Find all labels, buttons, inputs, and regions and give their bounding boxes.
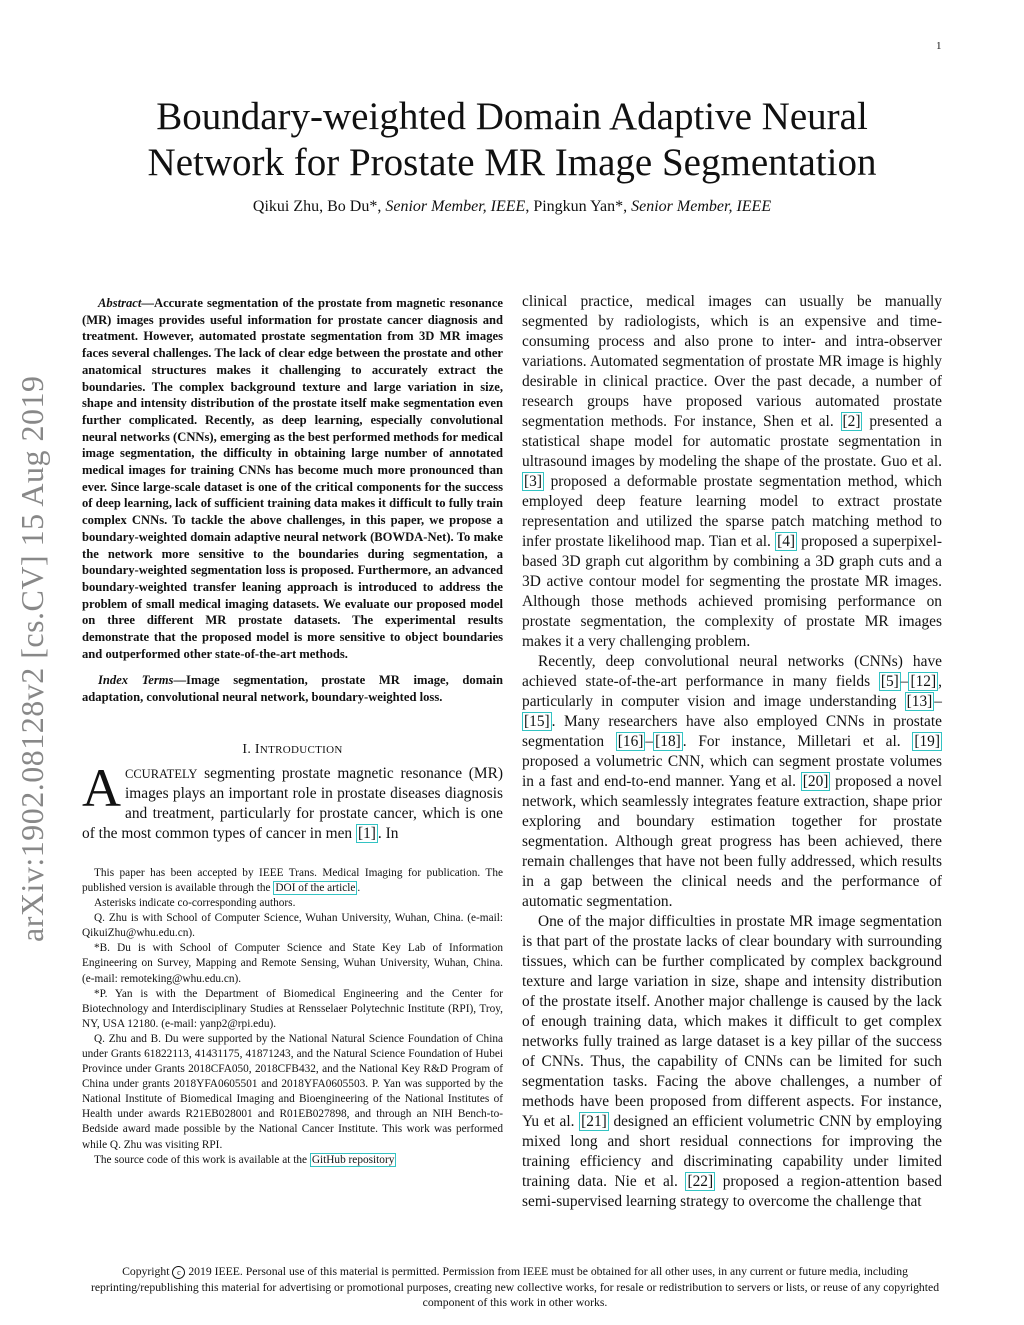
intro-paragraph <box>82 757 503 844</box>
text-span: . Many researchers have also employed CNNs in prostate segmentation <box>522 713 942 750</box>
citation-18[interactable]: [18] <box>655 733 681 750</box>
citation-20[interactable]: [20] <box>802 773 829 790</box>
page-number: 1 <box>936 40 942 52</box>
footnotes <box>82 866 503 1168</box>
section-heading-introduction <box>82 742 503 758</box>
text-span: , particularly in computer vision and image understanding <box>522 673 942 710</box>
intro-text-1: segmenting prostate magnetic resonance (MR) images plays an important role in prostate diseases diagnosis and treatment, particularly for prostate cancer, which is one of the most common types of cancer in men <box>82 764 503 842</box>
citation-3[interactable]: [3] <box>524 473 542 490</box>
author-role-1: Senior Member, IEEE <box>385 198 526 215</box>
author-line <box>100 198 924 216</box>
citation-16[interactable]: [16] <box>617 733 644 750</box>
footnote-funding: Q. Zhu and B. Du were supported by the National Natural Science Foundation of China under Grants 61822113, 41431175, 41871243, and the Natural Science Foundation of Hubei Province under Grants 2018CFA050, 2018CFB432, and the National Key R&D Program of China under grants 2018YFA0605501 and 2018YFA0605503. P. Yan was supported by the National Institute of Biomedical Imaging and Bioengineering of the National Institutes of Health under awards R21EB028001 and R01EB027898, and through an NIH Bench-to-Bedside award made possible by the National Cancer Institute. This work was performed while Q. Zhu was visiting RPI. <box>82 1032 503 1151</box>
text-span: Recently, deep convolutional neural networks (CNNs) have achieved state-of-the-art performance in many fields <box>522 653 942 690</box>
intro-caps: CCURATELY <box>125 766 198 781</box>
title-line-1: Boundary-weighted Domain Adaptive Neural <box>156 95 868 138</box>
text-span: proposed a volumetric CNN, which can segment prostate volumes in a fast and end-to-end manner. Yang et al. <box>522 753 942 790</box>
body-paragraph-2 <box>522 652 942 912</box>
footnote-affiliation-zhu: Q. Zhu is with School of Computer Science, Wuhan University, Wuhan, China. (e-mail: QikuiZhu@whu.edu.cn). <box>82 912 503 940</box>
footnote-co-corresponding: Asterisks indicate co-corresponding authors. <box>94 897 296 910</box>
index-terms-text: —Image segmentation, prostate MR image, domain adaptation, convolutional neural network, boundary-weighted loss. <box>82 673 503 705</box>
arxiv-identifier-stamp[interactable]: arXiv:1902.08128v2 [cs.CV] 15 Aug 2019 <box>14 375 50 942</box>
author-names-2: , Pingkun Yan*, <box>525 198 632 215</box>
text-span: . For instance, Milletari et al. <box>682 733 913 750</box>
body-paragraph-3 <box>522 912 942 1212</box>
citation-4[interactable]: [4] <box>777 533 796 550</box>
copyright-notice <box>90 1264 940 1311</box>
drop-cap: A <box>82 757 121 818</box>
abstract <box>82 295 503 662</box>
abstract-label: Abstract <box>98 296 142 310</box>
body-paragraph-1 <box>522 292 942 652</box>
section-numeral: I. <box>242 741 255 757</box>
footnote-affiliation-du: *B. Du is with School of Computer Science and State Key Lab of Information Engineering on Survey, Mapping and Remote Sensing, Wuhan University, Wuhan, China. (e-mail: remoteking@whu.edu.cn). <box>82 942 503 985</box>
citation-22[interactable]: [22] <box>687 1173 714 1190</box>
copyright-text: 2019 IEEE. Personal use of this material is permitted. Permission from IEEE must be obtained for all other uses, in any current or future media, including reprinting/republishing this material for advertising or promotional purposes, creating new collective works, for resale or redistribution to servers or lists, or reuse of any copyrighted component of this work in other works. <box>90 1265 940 1309</box>
footnote-acceptance <box>82 866 503 896</box>
intro-text-2: . In <box>377 824 399 842</box>
citation-12[interactable]: [12] <box>910 673 937 690</box>
section-rest-caps: NTRODUCTION <box>259 743 343 756</box>
footnote-source-code <box>82 1153 503 1168</box>
abstract-text: —Accurate segmentation of the prostate from magnetic resonance (MR) images provides useful information for prostate cancer diagnosis and treatment. However, automated prostate segmentation from 3D MR images faces several challenges. The lack of clear edge between the prostate and other anatomical structures makes it challenging to accurately extract the boundaries. The complex background texture and large variation in size, shape and intensity distribution of the prostate itself make segmentation even further complicated. Recently, as deep learning, especially convolutional neural networks (CNNs), emerging as the best performed methods for medical image segmentation, the difficulty in obtaining large number of annotated medical images for training CNNs has become much more pronounced than ever. Since large-scale dataset is one of the critical components for the success of deep learning, lack of sufficient training data makes it difficult to fully train complex CNNs. To tackle the above challenges, in this paper, we propose a boundary-weighted domain adaptive neural network (BOWDA-Net). To make the network more sensitive to the boundaries during segmentation, a boundary-weighted segmentation loss is proposed. Furthermore, an advanced boundary-weighted transfer leaning approach is introduced to address the problem of small medical imaging datasets. We evaluate our proposed model on three different MR prostate datasets. The experimental results demonstrate that the proposed model is more sensitive to object boundaries and outperformed other state-of-the-art methods. <box>82 296 503 661</box>
text-span: proposed a region-attention based semi-supervised learning strategy to overcome the challenge that <box>522 1173 943 1210</box>
text-span: – <box>934 693 942 710</box>
index-terms <box>82 672 503 705</box>
citation-21[interactable]: [21] <box>581 1113 607 1130</box>
section-first-letter: I <box>254 741 260 757</box>
citation-15[interactable]: [15] <box>524 713 550 730</box>
author-role-2: Senior Member, IEEE <box>631 198 772 215</box>
citation-1[interactable]: [1] <box>357 824 376 842</box>
text-span: proposed a superpixel-based 3D graph cut algorithm by combining a 3D graph cuts and a 3D active contour model for segmenting the prostate MR images. Although those methods achieved promising performance on prostate segmentation, the complexity of prostate MR images makes it a very challenging problem. <box>522 533 942 650</box>
author-names-1: Qikui Zhu, Bo Du*, <box>252 198 386 215</box>
citation-19[interactable]: [19] <box>914 733 940 750</box>
right-column <box>522 292 942 1212</box>
text-span: – <box>900 673 909 690</box>
github-link[interactable]: GitHub repository <box>311 1153 395 1166</box>
text-span: presented a statistical shape model for automatic prostate segmentation in ultrasound images by modeling the shape of the prostate. Guo et al. <box>522 413 942 470</box>
text-span: – <box>645 733 654 750</box>
paper-title <box>100 94 924 186</box>
index-terms-label: Index Terms <box>98 673 174 688</box>
footnote-acceptance-end: . <box>357 881 361 894</box>
copyright-circle-icon: c <box>172 1266 185 1279</box>
citation-5[interactable]: [5] <box>880 673 899 690</box>
footnote-source-code-text: The source code of this work is available at the <box>94 1153 310 1166</box>
copyright-prefix: Copyright <box>122 1265 173 1278</box>
footnote-affiliation-yan: *P. Yan is with the Department of Biomedical Engineering and the Center for Biotechnology and Interdisciplinary Studies at Rensselaer Polytechnic Institute (RPI), Troy, NY, USA 12180. (e-mail: yanp2@rpi.edu). <box>82 987 503 1030</box>
citation-2[interactable]: [2] <box>842 413 861 430</box>
doi-link[interactable]: DOI of the article <box>275 881 356 894</box>
text-span: proposed a novel network, which seamlessly integrates feature extraction, shape prior exploring and boundary estimation together for prostate segmentation. Although great progress has been achieved, there remain challenges that have not been fully addressed, which results in a gap between the clinical needs and the performance of automatic segmentation. <box>522 773 942 910</box>
title-line-2: Network for Prostate MR Image Segmentation <box>147 141 877 184</box>
citation-13[interactable]: [13] <box>906 693 933 710</box>
left-column <box>82 295 503 1168</box>
text-span: clinical practice, medical images can usually be manually segmented by radiologists, which is an expensive and time-consuming process and also prone to inter- and intra-observer variations. Automated segmentation of prostate MR image is highly desirable in clinical practice. Over the past decade, a number of research groups have proposed various automated prostate segmentation methods. For instance, Shen et al. <box>522 293 942 430</box>
text-span: proposed a deformable prostate segmentation method, which employed deep feature learning model to extract prostate representation and utilized the sparse patch matching method to infer prostate likelihood map. Tian et al. <box>522 473 942 550</box>
text-span: One of the major difficulties in prostate MR image segmentation is that part of the prostate lacks of clear boundary with surrounding tissues, which can be further complicated by complex background texture and large variation in size, shape and intensity distribution of the prostate itself. Another major challenge is caused by the lack of enough training data, which makes it difficult to get complex networks fully trained as large dataset is a key pillar of the success of CNNs. Thus, the capability of CNNs can be limited for such segmentation tasks. Facing the above challenges, a number of methods have been proposed from different aspects. For instance, Yu et al. <box>522 913 942 1130</box>
text-span: designed an efficient volumetric CNN by employing mixed long and short residual connections for improving the training efficiency and discriminating capability under limited training data. Nie et al. <box>522 1113 942 1190</box>
footnote-acceptance-text: This paper has been accepted by IEEE Trans. Medical Imaging for publication. The published version is available through the <box>82 866 503 894</box>
